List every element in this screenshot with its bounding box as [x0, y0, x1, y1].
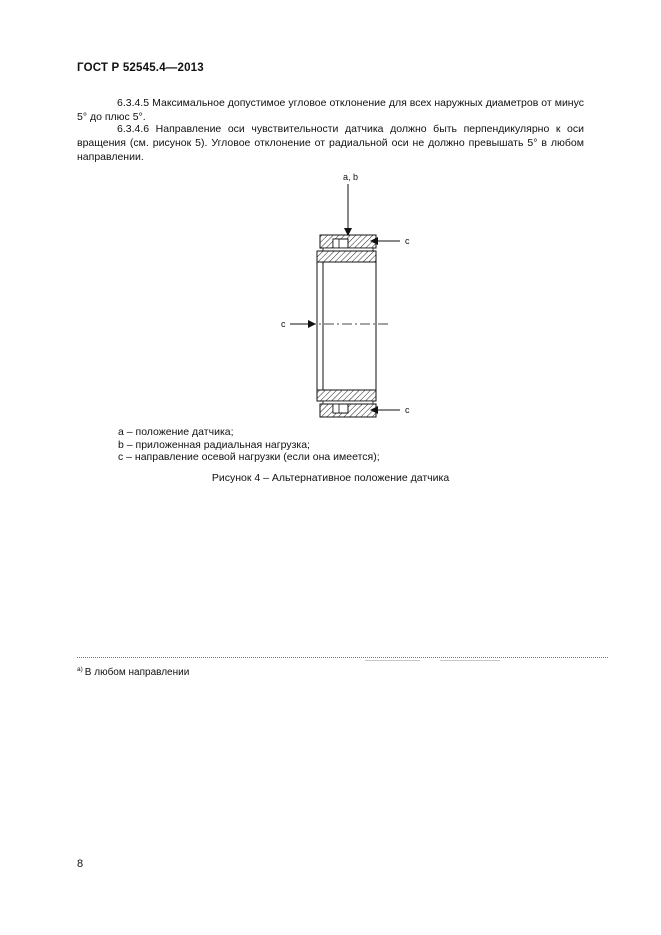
footnote-text: В любом направлении	[84, 667, 190, 678]
bearing-bottom-section	[317, 390, 376, 417]
document-header: ГОСТ Р 52545.4—2013	[77, 62, 204, 74]
label-a-b: a, b	[343, 172, 359, 182]
label-c-bottom: c	[405, 405, 410, 415]
footnote	[77, 666, 189, 678]
paragraph-6-3-4-5-text: 6.3.4.5 Максимальное допустимое угловое отклонение для всех наружных диаметров от минус 5° до плюс 5°.	[77, 97, 584, 123]
separator-mark	[440, 660, 500, 661]
paragraph-6-3-4-6	[77, 122, 584, 164]
footnote-separator	[77, 657, 608, 658]
bearing-top-section	[317, 235, 376, 262]
label-c-left: c	[281, 319, 286, 329]
figure-legend	[118, 426, 380, 464]
footnote-marker: а)	[77, 666, 83, 673]
label-c-top: c	[405, 236, 410, 246]
bearing-sensor-figure	[270, 168, 430, 424]
legend-item-b: b – приложенная радиальная нагрузка;	[118, 438, 310, 451]
legend-item-a: а – положение датчика;	[118, 426, 234, 438]
figure-caption: Рисунок 4 – Альтернативное положение датчика	[211, 472, 450, 484]
bearing-inner-ring	[317, 262, 376, 390]
arrow-c-left-head	[308, 320, 316, 328]
paragraph-6-3-4-5	[77, 96, 584, 124]
paragraph-6-3-4-6-text: 6.3.4.6 Направление оси чувствительности датчика должно быть перпендикулярно к оси вращения (см. рисунок 5). Угловое отклонение от радиальной оси не должно превышать 5° в любом направлении.	[77, 123, 584, 163]
legend-item-c: с – направление осевой нагрузки (если она имеется);	[118, 451, 380, 463]
page-number: 8	[77, 858, 84, 870]
separator-mark	[365, 660, 420, 661]
